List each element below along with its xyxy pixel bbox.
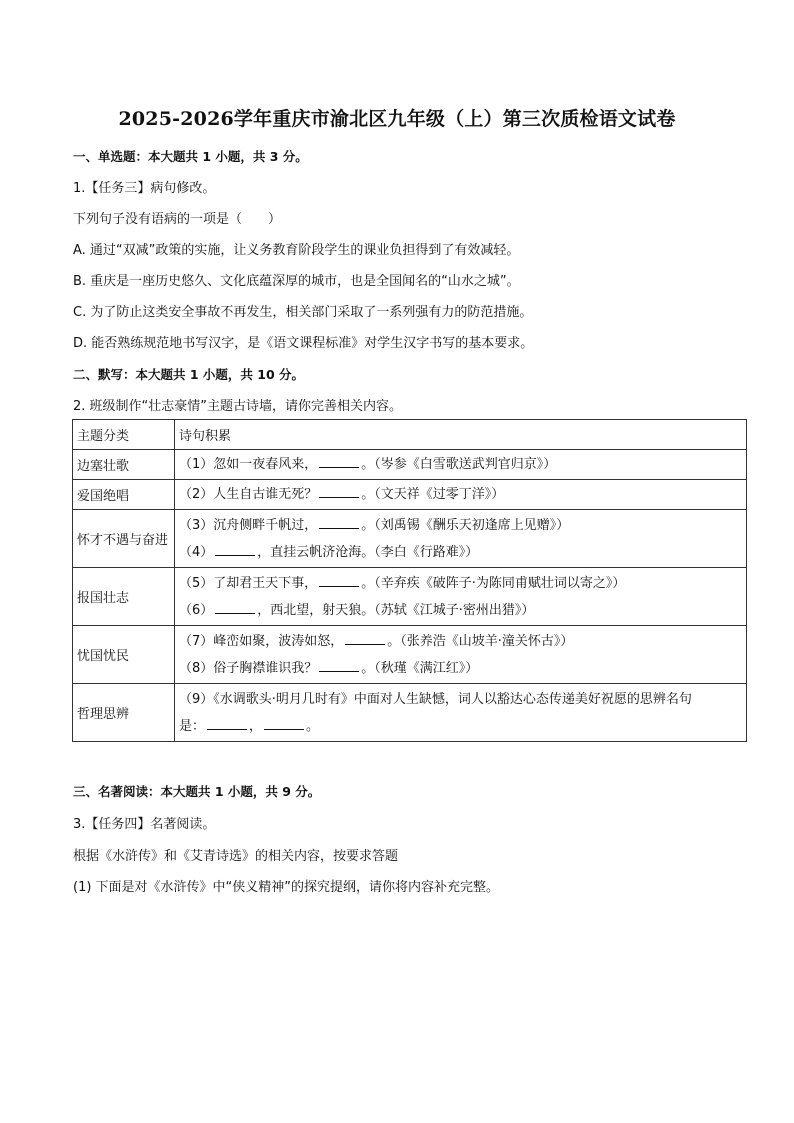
q1-stem: 下列句子没有语病的一项是（ ） bbox=[73, 212, 282, 227]
section2-header: 二、默写：本大题共 1 小题，共 10 分。 bbox=[73, 367, 305, 382]
row-lines bbox=[175, 568, 747, 626]
poem-table bbox=[72, 419, 747, 742]
row-lines bbox=[175, 684, 747, 742]
exam-title: 2025-2026学年重庆市渝北区九年级（上）第三次质检语文试卷 bbox=[118, 108, 676, 130]
poem-line-pre: （2）人生自古谁无死？ bbox=[179, 487, 318, 502]
q1-title: 1.【任务三】病句修改。 bbox=[73, 181, 216, 196]
table-row bbox=[73, 510, 747, 568]
poem-line-post: 。 bbox=[306, 718, 320, 734]
q1-option-a: A. 通过“双减”政策的实施，让义务教育阶段学生的课业负担得到了有效减轻。 bbox=[73, 243, 520, 258]
q1-option-c: C. 为了防止这类安全事故不再发生，相关部门采取了一系列强有力的防范措施。 bbox=[73, 305, 533, 320]
table-header-row bbox=[73, 420, 747, 450]
answer-blank[interactable] bbox=[319, 483, 359, 498]
table-row bbox=[73, 684, 747, 742]
row-lines bbox=[175, 450, 747, 480]
table-header-category: 主题分类 bbox=[73, 420, 175, 450]
poem-line bbox=[179, 539, 742, 566]
poem-line-post: 。（辛弃疾《破阵子·为陈同甫赋壮词以寄之》） bbox=[361, 575, 626, 591]
poem-line bbox=[179, 481, 742, 508]
poem-line-pre: （6） bbox=[179, 602, 214, 618]
answer-blank[interactable] bbox=[319, 657, 359, 672]
poem-line-post: 。（张养浩《山坡羊·潼关怀古》） bbox=[387, 633, 574, 649]
answer-blank[interactable] bbox=[345, 630, 385, 645]
poem-line-pre: （4） bbox=[179, 544, 214, 560]
q1-option-b: B. 重庆是一座历史悠久、文化底蕴深厚的城市，也是全国闻名的“山水之城”。 bbox=[73, 274, 520, 289]
poem-line-post: ，西北望，射天狼。（苏轼《江城子·密州出猎》） bbox=[257, 602, 535, 618]
answer-blank[interactable] bbox=[319, 572, 359, 587]
poem-line-post: 。（文天祥《过零丁洋》） bbox=[361, 487, 505, 502]
poem-line bbox=[179, 597, 742, 624]
row-category: 报国壮志 bbox=[73, 568, 175, 626]
q3-title: 3.【任务四】名著阅读。 bbox=[73, 817, 216, 832]
answer-blank[interactable] bbox=[319, 514, 359, 529]
poem-line-post: 。（岑参《白雪歌送武判官归京》） bbox=[361, 457, 557, 472]
poem-line bbox=[179, 655, 742, 682]
table-row bbox=[73, 450, 747, 480]
section3-header: 三、名著阅读：本大题共 1 小题，共 9 分。 bbox=[73, 784, 321, 799]
q3-stem: 根据《水浒传》和《艾青诗选》的相关内容，按要求答题 bbox=[73, 849, 399, 864]
poem-line bbox=[179, 570, 742, 597]
row-lines bbox=[175, 510, 747, 568]
poem-line-pre: （7）峰峦如聚，波涛如怒， bbox=[179, 633, 344, 649]
row-lines bbox=[175, 480, 747, 510]
poem-line bbox=[179, 512, 742, 539]
q2-title: 2. 班级制作“壮志豪情”主题古诗墙，请你完善相关内容。 bbox=[73, 399, 403, 414]
table-row bbox=[73, 626, 747, 684]
answer-blank[interactable] bbox=[215, 599, 255, 614]
answer-blank[interactable] bbox=[215, 541, 255, 556]
table-header-lines: 诗句积累 bbox=[175, 420, 747, 450]
answer-blank[interactable] bbox=[264, 715, 304, 730]
row-category: 怀才不遇与奋进 bbox=[73, 510, 175, 568]
row-category: 边塞壮歌 bbox=[73, 450, 175, 480]
answer-blank[interactable] bbox=[319, 453, 359, 468]
poem-line-pre: （5）了却君王天下事， bbox=[179, 575, 318, 591]
poem-line bbox=[179, 713, 742, 740]
q3-sub1: (1) 下面是对《水浒传》中“侠义精神”的探究提纲，请你将内容补充完整。 bbox=[73, 880, 500, 895]
row-category: 哲理思辨 bbox=[73, 684, 175, 742]
poem-line bbox=[179, 628, 742, 655]
poem-line-pre: （1）忽如一夜春风来， bbox=[179, 457, 318, 472]
poem-line bbox=[179, 451, 742, 478]
answer-blank[interactable] bbox=[207, 715, 247, 730]
poem-line-pre: （8）俗子胸襟谁识我？ bbox=[179, 660, 318, 676]
row-lines bbox=[175, 626, 747, 684]
poem-line: （9）《水调歌头·明月几时有》中面对人生缺憾，词人以豁达心态传递美好祝愿的思辨名句 bbox=[179, 691, 692, 707]
poem-line-post: ，直挂云帆济沧海。（李白《行路难》） bbox=[257, 544, 479, 560]
row-category: 忧国忧民 bbox=[73, 626, 175, 684]
q1-option-d: D. 能否熟练规范地书写汉字，是《语文课程标准》对学生汉字书写的基本要求。 bbox=[73, 336, 534, 351]
section1-header: 一、单选题：本大题共 1 小题，共 3 分。 bbox=[73, 149, 308, 164]
poem-line-pre: （3）沉舟侧畔千帆过， bbox=[179, 517, 318, 533]
poem-line-post: 。（秋瑾《满江红》） bbox=[361, 660, 479, 676]
row-category: 爱国绝唱 bbox=[73, 480, 175, 510]
poem-line-sep: ， bbox=[249, 718, 263, 734]
poem-line-post: 。（刘禹锡《酬乐天初逢席上见赠》） bbox=[361, 517, 570, 533]
table-row bbox=[73, 480, 747, 510]
table-row bbox=[73, 568, 747, 626]
poem-line-pre: 是： bbox=[179, 718, 206, 734]
